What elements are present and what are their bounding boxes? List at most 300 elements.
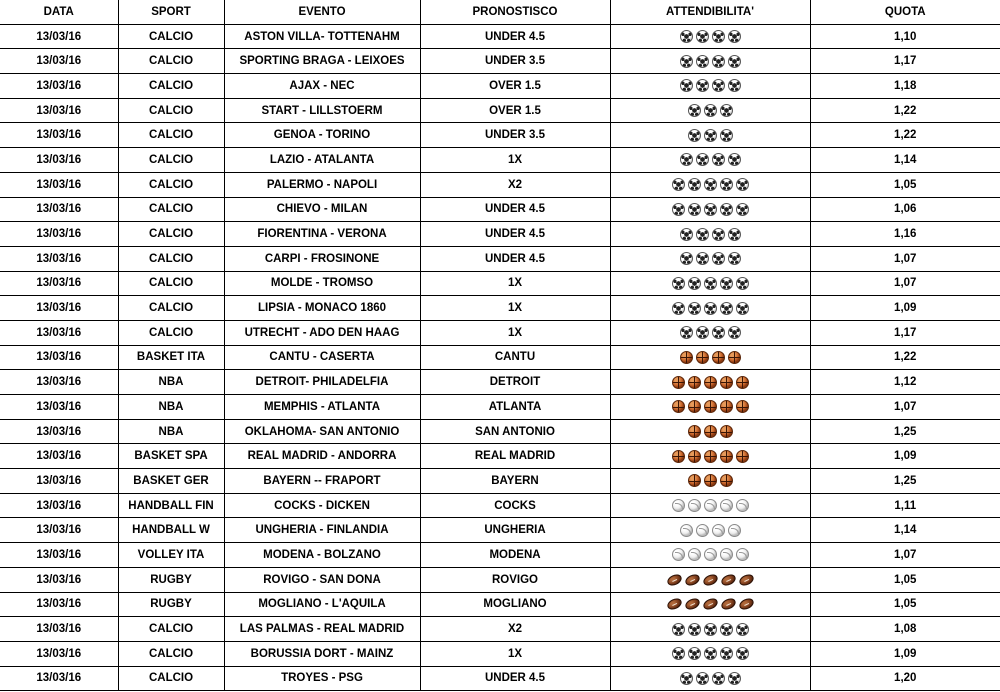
sport-cell: CALCIO (118, 246, 224, 271)
sport-cell: CALCIO (118, 222, 224, 247)
reliability-rating (680, 148, 741, 172)
col-header-data: DATA (0, 0, 118, 24)
date-cell: 13/03/16 (0, 222, 118, 247)
rugby-ball-icon (701, 572, 719, 587)
table-row (0, 617, 1000, 642)
prediction-cell: UNDER 4.5 (420, 197, 610, 222)
rugby-ball-icon (683, 572, 701, 587)
event-cell: DETROIT- PHILADELFIA (224, 370, 420, 395)
odds-cell: 1,25 (810, 419, 1000, 444)
volleyball-icon (688, 548, 701, 561)
odds-cell: 1,05 (810, 592, 1000, 617)
reliability-rating (688, 123, 733, 147)
reliability-cell (610, 419, 810, 444)
table-row (0, 641, 1000, 666)
soccer-ball-icon (696, 153, 709, 166)
col-header-quota: QUOTA (810, 0, 1000, 24)
event-cell: TROYES - PSG (224, 666, 420, 691)
soccer-ball-icon (720, 623, 733, 636)
basketball-icon (696, 351, 709, 364)
rugby-ball-icon (737, 597, 755, 612)
table-row (0, 123, 1000, 148)
soccer-ball-icon (704, 623, 717, 636)
soccer-ball-icon (696, 228, 709, 241)
reliability-rating (680, 247, 741, 271)
prediction-cell: OVER 1.5 (420, 98, 610, 123)
event-cell: BAYERN -- FRAPORT (224, 469, 420, 494)
prediction-cell: CANTU (420, 345, 610, 370)
rugby-ball-icon (683, 597, 701, 612)
date-cell: 13/03/16 (0, 148, 118, 173)
soccer-ball-icon (720, 302, 733, 315)
prediction-cell: OVER 1.5 (420, 74, 610, 99)
date-cell: 13/03/16 (0, 592, 118, 617)
table-row (0, 271, 1000, 296)
sport-cell: RUGBY (118, 592, 224, 617)
event-cell: MOLDE - TROMSO (224, 271, 420, 296)
basketball-icon (736, 400, 749, 413)
table-row (0, 370, 1000, 395)
reliability-rating (680, 49, 741, 73)
sport-cell: CALCIO (118, 320, 224, 345)
event-cell: ROVIGO - SAN DONA (224, 567, 420, 592)
reliability-cell (610, 320, 810, 345)
soccer-ball-icon (728, 228, 741, 241)
prediction-cell: ROVIGO (420, 567, 610, 592)
event-cell: LIPSIA - MONACO 1860 (224, 296, 420, 321)
prediction-cell: 1X (420, 320, 610, 345)
reliability-cell (610, 617, 810, 642)
basketball-icon (720, 400, 733, 413)
soccer-ball-icon (712, 79, 725, 92)
table-row (0, 222, 1000, 247)
basketball-icon (672, 400, 685, 413)
event-cell: BORUSSIA DORT - MAINZ (224, 641, 420, 666)
soccer-ball-icon (712, 326, 725, 339)
table-row (0, 592, 1000, 617)
sport-cell: CALCIO (118, 296, 224, 321)
reliability-rating (672, 395, 749, 419)
event-cell: SPORTING BRAGA - LEIXOES (224, 49, 420, 74)
table-row (0, 320, 1000, 345)
table-row (0, 98, 1000, 123)
reliability-cell (610, 98, 810, 123)
reliability-rating (672, 642, 749, 666)
soccer-ball-icon (680, 672, 693, 685)
prediction-cell: REAL MADRID (420, 444, 610, 469)
event-cell: UNGHERIA - FINLANDIA (224, 518, 420, 543)
soccer-ball-icon (688, 129, 701, 142)
soccer-ball-icon (696, 30, 709, 43)
table-row (0, 419, 1000, 444)
basketball-icon (688, 400, 701, 413)
reliability-cell (610, 345, 810, 370)
soccer-ball-icon (728, 55, 741, 68)
soccer-ball-icon (720, 203, 733, 216)
sport-cell: NBA (118, 419, 224, 444)
odds-cell: 1,22 (810, 123, 1000, 148)
table-row (0, 567, 1000, 592)
odds-cell: 1,07 (810, 543, 1000, 568)
basketball-icon (728, 351, 741, 364)
basketball-icon (720, 425, 733, 438)
sport-cell: CALCIO (118, 641, 224, 666)
col-header-pronostico: PRONOSTISCO (420, 0, 610, 24)
header-row (0, 0, 1000, 24)
date-cell: 13/03/16 (0, 617, 118, 642)
prediction-cell: 1X (420, 271, 610, 296)
prediction-cell: ATLANTA (420, 395, 610, 420)
soccer-ball-icon (712, 228, 725, 241)
event-cell: GENOA - TORINO (224, 123, 420, 148)
reliability-cell (610, 370, 810, 395)
date-cell: 13/03/16 (0, 469, 118, 494)
reliability-rating (672, 198, 749, 222)
sport-cell: CALCIO (118, 123, 224, 148)
date-cell: 13/03/16 (0, 123, 118, 148)
table-row (0, 469, 1000, 494)
odds-cell: 1,09 (810, 444, 1000, 469)
soccer-ball-icon (696, 672, 709, 685)
basketball-icon (736, 450, 749, 463)
event-cell: AJAX - NEC (224, 74, 420, 99)
table-body (0, 24, 1000, 691)
date-cell: 13/03/16 (0, 172, 118, 197)
volleyball-icon (712, 524, 725, 537)
reliability-rating (672, 173, 749, 197)
basketball-icon (672, 376, 685, 389)
sport-cell: NBA (118, 370, 224, 395)
odds-cell: 1,22 (810, 98, 1000, 123)
reliability-rating (680, 222, 741, 246)
soccer-ball-icon (688, 647, 701, 660)
reliability-cell (610, 592, 810, 617)
reliability-rating (672, 370, 749, 394)
reliability-cell (610, 493, 810, 518)
sport-cell: BASKET GER (118, 469, 224, 494)
date-cell: 13/03/16 (0, 197, 118, 222)
soccer-ball-icon (712, 30, 725, 43)
event-cell: PALERMO - NAPOLI (224, 172, 420, 197)
basketball-icon (688, 474, 701, 487)
basketball-icon (688, 425, 701, 438)
date-cell: 13/03/16 (0, 74, 118, 99)
prediction-cell: 1X (420, 296, 610, 321)
prediction-cell: X2 (420, 617, 610, 642)
prediction-cell: BAYERN (420, 469, 610, 494)
reliability-rating (680, 321, 741, 345)
table-row (0, 493, 1000, 518)
prediction-cell: UNGHERIA (420, 518, 610, 543)
reliability-cell (610, 567, 810, 592)
reliability-cell (610, 246, 810, 271)
prediction-cell: 1X (420, 148, 610, 173)
soccer-ball-icon (736, 302, 749, 315)
soccer-ball-icon (728, 30, 741, 43)
date-cell: 13/03/16 (0, 395, 118, 420)
soccer-ball-icon (704, 129, 717, 142)
basketball-icon (704, 376, 717, 389)
prediction-cell: 1X (420, 641, 610, 666)
sport-cell: CALCIO (118, 617, 224, 642)
reliability-rating (667, 593, 754, 617)
volleyball-icon (736, 548, 749, 561)
rugby-ball-icon (665, 597, 683, 612)
soccer-ball-icon (688, 203, 701, 216)
soccer-ball-icon (696, 79, 709, 92)
soccer-ball-icon (680, 252, 693, 265)
reliability-cell (610, 543, 810, 568)
date-cell: 13/03/16 (0, 666, 118, 691)
event-cell: LAS PALMAS - REAL MADRID (224, 617, 420, 642)
soccer-ball-icon (696, 252, 709, 265)
soccer-ball-icon (688, 104, 701, 117)
prediction-cell: MODENA (420, 543, 610, 568)
prediction-cell: UNDER 3.5 (420, 49, 610, 74)
soccer-ball-icon (688, 302, 701, 315)
reliability-rating (672, 543, 749, 567)
table-row (0, 172, 1000, 197)
soccer-ball-icon (704, 647, 717, 660)
reliability-cell (610, 197, 810, 222)
sport-cell: CALCIO (118, 172, 224, 197)
soccer-ball-icon (712, 55, 725, 68)
basketball-icon (680, 351, 693, 364)
odds-cell: 1,16 (810, 222, 1000, 247)
odds-cell: 1,09 (810, 296, 1000, 321)
odds-cell: 1,18 (810, 74, 1000, 99)
event-cell: UTRECHT - ADO DEN HAAG (224, 320, 420, 345)
sport-cell: CALCIO (118, 666, 224, 691)
soccer-ball-icon (680, 30, 693, 43)
col-header-evento: EVENTO (224, 0, 420, 24)
event-cell: START - LILLSTOERM (224, 98, 420, 123)
odds-cell: 1,11 (810, 493, 1000, 518)
reliability-rating (672, 494, 749, 518)
reliability-cell (610, 74, 810, 99)
volleyball-icon (704, 499, 717, 512)
odds-cell: 1,14 (810, 148, 1000, 173)
volleyball-icon (720, 548, 733, 561)
col-header-sport: SPORT (118, 0, 224, 24)
sport-cell: BASKET SPA (118, 444, 224, 469)
soccer-ball-icon (728, 326, 741, 339)
soccer-ball-icon (680, 55, 693, 68)
odds-cell: 1,10 (810, 24, 1000, 49)
table-row (0, 444, 1000, 469)
soccer-ball-icon (696, 55, 709, 68)
basketball-icon (704, 450, 717, 463)
basketball-icon (712, 351, 725, 364)
soccer-ball-icon (728, 672, 741, 685)
reliability-rating (680, 346, 741, 370)
soccer-ball-icon (688, 178, 701, 191)
sport-cell: CALCIO (118, 24, 224, 49)
col-header-attendibilita: ATTENDIBILITA' (610, 0, 810, 24)
date-cell: 13/03/16 (0, 567, 118, 592)
date-cell: 13/03/16 (0, 543, 118, 568)
soccer-ball-icon (728, 79, 741, 92)
soccer-ball-icon (704, 203, 717, 216)
reliability-rating (688, 420, 733, 444)
odds-cell: 1,14 (810, 518, 1000, 543)
reliability-rating (672, 444, 749, 468)
reliability-cell (610, 49, 810, 74)
soccer-ball-icon (704, 277, 717, 290)
sport-cell: NBA (118, 395, 224, 420)
rugby-ball-icon (701, 597, 719, 612)
sport-cell: RUGBY (118, 567, 224, 592)
prediction-cell: UNDER 4.5 (420, 24, 610, 49)
basketball-icon (720, 474, 733, 487)
date-cell: 13/03/16 (0, 49, 118, 74)
volleyball-icon (696, 524, 709, 537)
soccer-ball-icon (704, 104, 717, 117)
date-cell: 13/03/16 (0, 271, 118, 296)
reliability-rating (680, 667, 741, 691)
sport-cell: CALCIO (118, 271, 224, 296)
table-row (0, 518, 1000, 543)
date-cell: 13/03/16 (0, 444, 118, 469)
reliability-cell (610, 395, 810, 420)
soccer-ball-icon (704, 178, 717, 191)
odds-cell: 1,08 (810, 617, 1000, 642)
volleyball-icon (672, 499, 685, 512)
date-cell: 13/03/16 (0, 370, 118, 395)
basketball-icon (720, 376, 733, 389)
table-row (0, 246, 1000, 271)
volleyball-icon (672, 548, 685, 561)
rugby-ball-icon (665, 572, 683, 587)
prediction-cell: MOGLIANO (420, 592, 610, 617)
event-cell: OKLAHOMA- SAN ANTONIO (224, 419, 420, 444)
reliability-cell (610, 518, 810, 543)
reliability-cell (610, 444, 810, 469)
odds-cell: 1,07 (810, 395, 1000, 420)
date-cell: 13/03/16 (0, 296, 118, 321)
event-cell: MODENA - BOLZANO (224, 543, 420, 568)
soccer-ball-icon (736, 178, 749, 191)
soccer-ball-icon (672, 203, 685, 216)
basketball-icon (672, 450, 685, 463)
event-cell: LAZIO - ATALANTA (224, 148, 420, 173)
basketball-icon (688, 376, 701, 389)
date-cell: 13/03/16 (0, 419, 118, 444)
table-row (0, 543, 1000, 568)
basketball-icon (704, 474, 717, 487)
prediction-cell: COCKS (420, 493, 610, 518)
odds-cell: 1,07 (810, 271, 1000, 296)
event-cell: MOGLIANO - L'AQUILA (224, 592, 420, 617)
reliability-cell (610, 666, 810, 691)
reliability-rating (672, 617, 749, 641)
sport-cell: CALCIO (118, 197, 224, 222)
volleyball-icon (728, 524, 741, 537)
sport-cell: HANDBALL FIN (118, 493, 224, 518)
soccer-ball-icon (672, 277, 685, 290)
event-cell: FIORENTINA - VERONA (224, 222, 420, 247)
rugby-ball-icon (719, 597, 737, 612)
reliability-rating (680, 518, 741, 542)
odds-cell: 1,05 (810, 172, 1000, 197)
basketball-icon (688, 450, 701, 463)
table-row (0, 666, 1000, 691)
sport-cell: VOLLEY ITA (118, 543, 224, 568)
date-cell: 13/03/16 (0, 641, 118, 666)
soccer-ball-icon (728, 252, 741, 265)
reliability-cell (610, 123, 810, 148)
soccer-ball-icon (680, 79, 693, 92)
odds-cell: 1,20 (810, 666, 1000, 691)
reliability-cell (610, 24, 810, 49)
prediction-cell: UNDER 4.5 (420, 222, 610, 247)
date-cell: 13/03/16 (0, 98, 118, 123)
sport-cell: HANDBALL W (118, 518, 224, 543)
soccer-ball-icon (688, 623, 701, 636)
reliability-rating (667, 568, 754, 592)
reliability-cell (610, 469, 810, 494)
soccer-ball-icon (712, 153, 725, 166)
date-cell: 13/03/16 (0, 246, 118, 271)
soccer-ball-icon (712, 672, 725, 685)
odds-cell: 1,22 (810, 345, 1000, 370)
table-row (0, 24, 1000, 49)
soccer-ball-icon (720, 178, 733, 191)
table-row (0, 197, 1000, 222)
odds-cell: 1,05 (810, 567, 1000, 592)
sport-cell: CALCIO (118, 74, 224, 99)
soccer-ball-icon (704, 302, 717, 315)
soccer-ball-icon (720, 647, 733, 660)
odds-cell: 1,17 (810, 320, 1000, 345)
soccer-ball-icon (680, 153, 693, 166)
table-row (0, 49, 1000, 74)
date-cell: 13/03/16 (0, 493, 118, 518)
soccer-ball-icon (728, 153, 741, 166)
table-row (0, 148, 1000, 173)
reliability-cell (610, 172, 810, 197)
rugby-ball-icon (737, 572, 755, 587)
event-cell: CANTU - CASERTA (224, 345, 420, 370)
soccer-ball-icon (720, 277, 733, 290)
basketball-icon (704, 425, 717, 438)
prediction-cell: UNDER 3.5 (420, 123, 610, 148)
volleyball-icon (688, 499, 701, 512)
reliability-cell (610, 148, 810, 173)
reliability-cell (610, 641, 810, 666)
date-cell: 13/03/16 (0, 345, 118, 370)
basketball-icon (704, 400, 717, 413)
soccer-ball-icon (736, 203, 749, 216)
odds-cell: 1,17 (810, 49, 1000, 74)
prediction-cell: UNDER 4.5 (420, 666, 610, 691)
reliability-cell (610, 222, 810, 247)
date-cell: 13/03/16 (0, 518, 118, 543)
sport-cell: CALCIO (118, 49, 224, 74)
reliability-rating (672, 296, 749, 320)
event-cell: ASTON VILLA- TOTTENAHM (224, 24, 420, 49)
soccer-ball-icon (688, 277, 701, 290)
soccer-ball-icon (672, 178, 685, 191)
soccer-ball-icon (736, 647, 749, 660)
soccer-ball-icon (672, 647, 685, 660)
table-row (0, 74, 1000, 99)
event-cell: MEMPHIS - ATLANTA (224, 395, 420, 420)
volleyball-icon (736, 499, 749, 512)
sport-cell: BASKET ITA (118, 345, 224, 370)
odds-cell: 1,12 (810, 370, 1000, 395)
event-cell: REAL MADRID - ANDORRA (224, 444, 420, 469)
